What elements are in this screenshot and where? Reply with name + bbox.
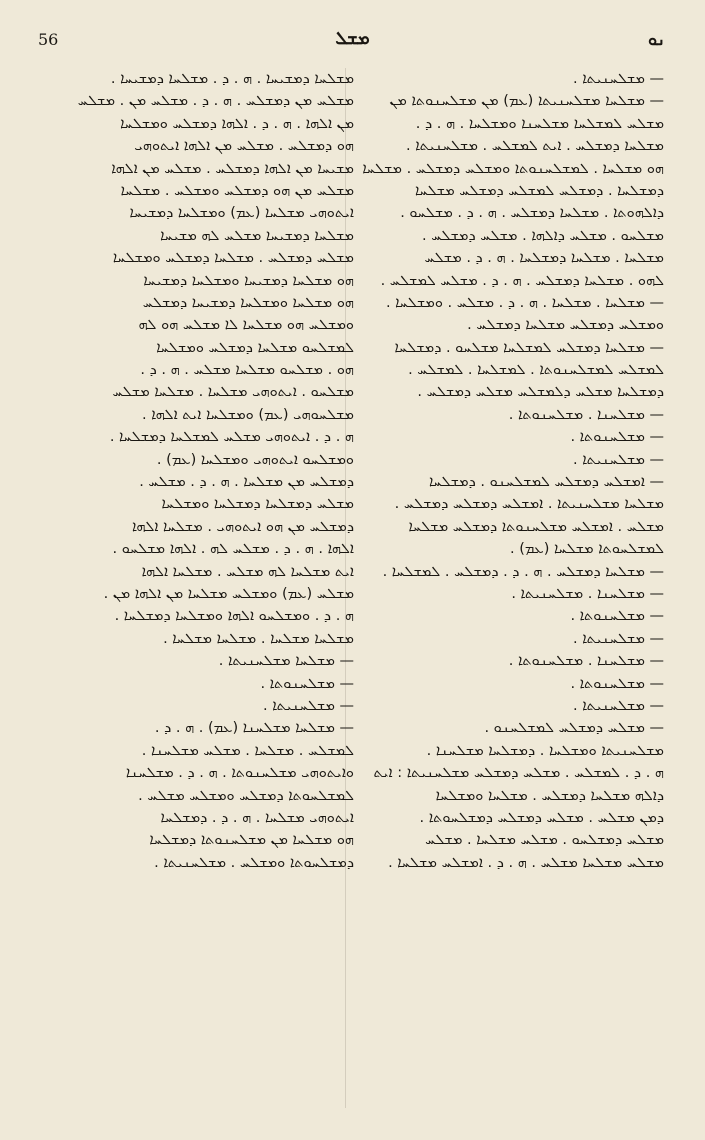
left-column-line: ܗ . ܕ . ܘܡܫܠܚܘ ܐܠܗܐ ܘܡܫܠܚܐ ܕܡܫܠܚܐ . (114, 608, 354, 625)
left-column-line: — ܡܫܠܚܢܘܬܐ . (260, 675, 354, 692)
right-column-line: ܕܐܠܗܘܬܐ . ܡܫܠܚܐ ܕܡܫܠܚ . ܗ . ܕ . ܡܫܠܚܘ . (400, 205, 664, 222)
left-column-line: ܠܡܫܠܚܘܬܐ ܕܡܫܠܚ ܘܡܫܠܚ ܡܫܠܚ . (138, 787, 354, 804)
left-column-line: ܡܫܠܚ ܕܡܫܠܚܐ ܕܡܫܠܚܐ ܘܡܫܠܚܐ (161, 496, 354, 513)
left-column-line: ܡܫܠܚ ܡܢ ܗܘ ܕܡܫܠܚ ܘܡܫܠܚ . ܡܫܠܚܐ (120, 182, 354, 199)
right-column-line: — ܡܫܠܚܢܝܬܐ . (573, 697, 664, 714)
right-column-line: — ܡܫܠܚܢܝܬܐ . (573, 630, 664, 647)
right-column-line: — ܡܫܠܚܐ ܕܡܫܠܚ . ܗ . ܕ . ܕܡܫܠܚ . ܠܡܫܠܚܐ . (382, 563, 664, 580)
left-column-line: ܗܘ . ܡܫܠܚܘ ܡܫܠܚܐ ܡܫܠܚ . ܗ . ܕ . (140, 362, 354, 379)
running-title: ܡܫܠ (335, 28, 370, 49)
right-column-line: ܕܡܫܠܚܐ . ܕܡܫܠܚ ܠܡܫܠܚ ܕܡܫܠܚ ܡܫܠܚܐ (415, 182, 664, 199)
left-column-line: ܡܫܝܚܐ ܡܢ ܐܠܗܐ ܕܡܫܠܚ . ܡܫܠܚ ܡܢ ܐܠܗܐ (111, 160, 354, 177)
left-column-line: ܡܫܠܚ (ܥܡ) ܘܡܫܠܚ ܡܫܠܚܐ ܡܢ ܐܠܗܐ ܡܢ . (103, 585, 354, 602)
left-column (42, 68, 354, 874)
left-column-line: ܡܫܠܚܐ ܡܫܠܚܐ . ܡܫܠܚܐ ܡܫܠܚܐ . (163, 630, 354, 647)
left-column-line: ܐܝܬܘܗܝ ܡܫܠܚܐ . ܗ . ܕ . ܕܡܫܠܚܐ (160, 809, 354, 826)
right-column-line: ܗ . ܕ . ܠܡܫܠܚ . ܡܫܠܚ ܕܡܫܠܚ ܡܫܠܚܢܝܬܐ : ܐܝܬ (373, 765, 664, 782)
left-column-line: ܗܘ ܡܫܠܚܐ ܡܢ ܡܫܠܚܢܘܬܐ ܕܡܫܠܚܐ (149, 832, 354, 849)
page-header (0, 26, 705, 56)
right-column-line: — ܡܫܠܚܐ ܡܫܠܚܢܝܬܐ (ܥܡ) ܡܢ ܡܫܠܚܢܘܬܐ ܡܢ (389, 93, 664, 110)
left-column-line: — ܡܫܠܚܐ ܡܫܠܚܢܐ (ܥܡ) . ܗ . ܕ . (154, 720, 354, 737)
right-column-line: — ܐܡܫܠܚ ܕܡܫܠܚ ܠܡܫܠܚܢܘ . ܕܡܫܠܚܐ (428, 474, 664, 491)
right-column-line: — ܡܫܠܚܢܐ . ܡܫܠܚܢܘܬܐ . (508, 406, 664, 423)
right-column-line: — ܡܫܠܚܐ ܕܡܫܠܚ ܠܡܫܠܚܐ ܡܫܠܚܘ . ܕܡܫܠܚܐ (394, 339, 664, 356)
right-column-line: ܡܫܠܚܐ ܕܡܫܠܚ . ܐܝܬ ܠܡܫܠܚ . ܡܫܠܚܢܝܬܐ . (406, 138, 664, 155)
left-column-line: ܕܡܫܠܚ ܡܢ ܗܘ ܐܝܬܘܗܝ . ܡܫܠܚܐ ܐܠܗܐ (132, 518, 354, 535)
right-column-line: ܘܡܫܠܚ ܕܡܫܠܚ ܡܫܠܚܐ ܕܡܫܠܚ . (467, 317, 664, 334)
left-column-line: ܡܫܠܚܘܗܝ (ܥܡ) ܘܡܫܠܚܐ ܐܝܬ ܐܠܗܐ . (142, 406, 354, 423)
right-column-line: — ܡܫܠܚܢܐ . ܡܫܠܚܢܝܬܐ . (511, 585, 664, 602)
right-column-line: ܕܡܢ ܡܫܠܚ . ܡܫܠܚ ܕܡܫܠܚ ܕܡܫܠܚܘܬܐ . (419, 809, 664, 826)
left-column-line: ܗܘ ܡܫܠܚܐ ܕܡܫܝܚܐ ܘܡܫܠܚܐ ܕܡܫܝܚܐ (143, 272, 354, 289)
left-column-line: ܗܘ ܕܡܫܠܚ . ܡܫܠܚ ܡܢ ܐܠܗܐ ܐܝܬܘܗܝ (134, 138, 354, 155)
left-column-line: ܗܘ ܡܫܠܚܐ ܘܡܫܠܚܐ ܕܡܫܝܚܐ ܕܡܫܠܚ (142, 294, 354, 311)
left-column-line: ܡܫܠܚ ܕܡܫܠܚ . ܡܫܠܚܐ ܕܡܫܠܚ ܘܡܫܠܚܐ (112, 250, 354, 267)
folio-number: ܢܘ (648, 30, 665, 49)
right-column-line: — ܡܫܠܚܢܘܬܐ . (570, 675, 664, 692)
left-column-line: ܠܡܫܠܚܘ ܡܫܠܚܐ ܕܡܫܠܚ ܘܡܫܠܚܐ (156, 339, 354, 356)
right-column-line: ܠܡܫܠܚ ܠܡܫܠܚܢܘܬܐ . ܠܡܫܠܚܐ . ܠܡܫܠܚ . (408, 362, 664, 379)
left-column-line: — ܡܫܠܚܢܝܬܐ . (263, 697, 354, 714)
right-column-line: ܡܫܠܚ ܕܡܫܠܚܘ . ܡܫܠܚ ܡܫܠܚܐ . ܡܫܠܚ (425, 832, 664, 849)
right-column-line: ܡܫܠܚܐ ܡܫܠܚܢܝܬܐ . ܐܡܫܠܚ ܕܡܫܠܚ ܕܡܫܠܚ . (394, 496, 664, 513)
left-column-line: ܘܡܫܠܚ ܗܘ ܡܫܠܚܐ ܠܐ ܡܫܠܚ ܗܘ ܠܗ (138, 317, 354, 334)
left-column-line: ܐܝܬ ܡܫܠܚܐ ܠܗ ܡܫܠܚ . ܡܫܠܚܐ ܐܠܗܐ (141, 563, 354, 580)
left-column-line: ܐܝܬܘܗܝ ܡܫܠܚܐ (ܥܡ) ܘܡܫܠܚܐ ܕܡܫܝܚܐ (129, 205, 354, 222)
right-column-line: ܡܫܠܚܐ . ܡܫܠܚܐ ܕܡܫܠܚܐ . ܗ . ܕ . ܡܫܠܚ (424, 250, 664, 267)
right-column-line: — ܡܫܠܚܢܐ . ܡܫܠܚܢܘܬܐ . (508, 653, 664, 670)
left-column-line: ܡܫܠܚܐ ܕܡܫܝܚܐ ܡܫܠܚ ܠܗ ܡܫܝܚܐ (160, 227, 354, 244)
right-column-line: ܡܫܠܚ ܠܡܫܠܚܐ ܡܫܠܚܢܐ ܘܡܫܠܚܐ . ܗ . ܕ . (415, 115, 664, 132)
right-column-line: — ܡܫܠܚܢܘܬܐ . (570, 429, 664, 446)
left-column-line: ܡܫܠܚ ܡܢ ܕܡܫܠܚ . ܗ . ܕ . ܡܫܠܚ ܡܢ . ܡܫܠܚ (77, 93, 354, 110)
left-column-line: ܡܢ ܐܠܗܐ . ܗ . ܕ . ܐܠܗܐ ܕܡܫܠܚ ܘܡܫܠܚܐ (120, 115, 354, 132)
right-column-line: ܕܡܫܠܚܐ ܡܫܠܚ ܕܠܡܫܠܚ ܡܫܠܚ ܕܡܫܠܚ . (417, 384, 664, 401)
right-column-line: — ܡܫܠܚ ܕܡܫܠܚ ܠܡܫܠܚܢܘ . (484, 720, 664, 737)
right-column-line: — ܡܫܠܚܢܘܬܐ . (570, 608, 664, 625)
right-column-line: — ܡܫܠܚܐ . ܡܫܠܚܐ . ܗ . ܕ . ܡܫܠܚ . ܘܡܫܠܚܐ . (385, 294, 664, 311)
right-column-line: ܗܘ ܡܫܠܚܐ . ܠܡܫܠܚܢܘܬܐ ܘܡܫܠܚ ܕܡܫܠܚ . ܡܫܠܚܐ (362, 160, 664, 177)
right-column-line: ܡܫܠܚܘ . ܡܫܠܚ ܕܐܠܗܐ . ܡܫܠܚ ܕܡܫܠܚ . (422, 227, 664, 244)
left-column-line: ܡܫܠܚܐ ܕܡܫܝܚܐ . ܗ . ܕ . ܡܫܠܚܐ ܕܡܫܝܚܐ . (110, 71, 354, 87)
left-column-line: ܘܐܝܬܘܗܝ ܡܫܠܚܢܘܬܐ . ܗ . ܕ . ܡܫܠܚܢܐ (125, 765, 354, 782)
left-column-line: ܡܫܠܚܘ . ܐܝܬܘܗܝ ܡܫܠܚܐ . ܡܫܠܚܐ ܡܫܠܚ (112, 384, 354, 401)
right-column-line: — ܡܫܠܚܢܝܬܐ . (573, 451, 664, 468)
page-number: 56 (38, 30, 59, 49)
left-column-line: — ܡܫܠܚܐ ܡܫܠܚܢܝܬܐ . (218, 653, 354, 670)
right-column (352, 68, 664, 874)
left-column-line: ܐܠܗܐ . ܗ . ܕ . ܡܫܠܚ ܠܗ . ܐܠܗܐ ܡܫܠܚܘ . (112, 541, 354, 558)
left-column-line: ܕܡܫܠܚ ܡܢ ܡܫܠܚܐ . ܗ . ܕ . ܡܫܠܚ . (139, 474, 354, 491)
right-column-line: ܠܡܫܠܚܘܬܐ ܡܫܠܚܐ (ܥܡ) . (509, 541, 664, 558)
left-column-line: ܗ . ܕ . ܐܝܬܘܗܝ ܡܫܠܚ ܠܡܫܠܚܐ ܕܡܫܠܚܐ . (109, 429, 354, 446)
right-column-line: ܡܫܠܚ ܡܫܠܚܐ ܡܫܠܚ . ܗ . ܕ . ܐܡܫܠܚ ܡܫܠܚܐ . (388, 854, 664, 871)
right-column-line: ܡܫܠܚ . ܐܡܫܠܚ ܡܫܠܚܢܘܬܐ ܕܡܫܠܚ ܡܫܠܚܐ (408, 518, 664, 535)
left-column-line: ܠܡܫܠܚ . ܡܫܠܚܐ . ܡܫܠܚ ܡܫܠܚܢܐ . (141, 742, 354, 759)
right-column-line: ܕܐܠܗ ܡܫܠܚܐ ܕܡܫܠܚ . ܡܫܠܚܐ ܘܡܫܠܚܐ (435, 787, 664, 804)
right-column-line: ܠܗܘ . ܡܫܠܚܐ ܕܡܫܠܚ . ܗ . ܕ . ܡܫܠܚ ܠܡܫܠܚ . (380, 272, 664, 289)
right-column-line: — ܡܫܠܚܢܝܬܐ . (573, 71, 664, 87)
right-column-line: ܡܫܠܚܢܝܬܐ ܘܡܫܠܚܐ . ܕܡܫܠܚܐ ܡܫܠܚܢܐ . (426, 742, 664, 759)
left-column-line: ܘܡܫܠܚܘ ܐܝܬܘܗܝ ܘܡܫܠܚܐ (ܥܡ) . (156, 451, 354, 468)
left-column-line: ܕܡܫܠܚܘܬܐ ܘܡܫܠܚ . ܡܫܠܚܢܝܬܐ . (154, 854, 354, 871)
